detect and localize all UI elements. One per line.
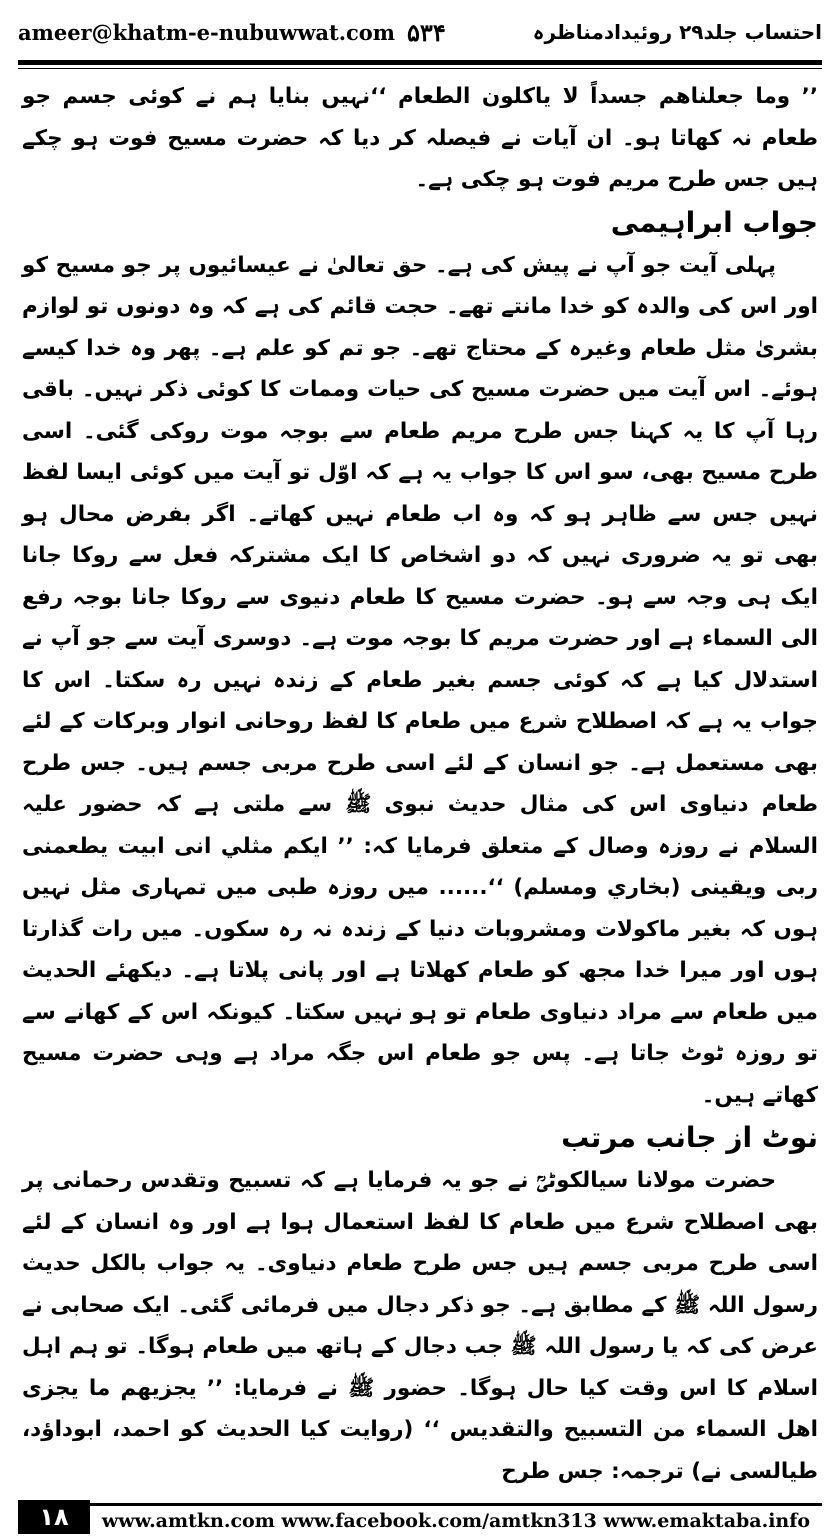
header-rule-thick (18, 60, 822, 65)
page-body (22, 76, 818, 1492)
paragraph-intro: ’’ وما جعلناهم جسداً لا ياكلون الطعام ‘‘نہیں بنایا ہم نے کوئی جسم جو طعام نہ کھاتا ہو۔ ان آیات نے فیصلہ کر دیا کہ حضرت مسیح فوت ہو چکے ہیں جس طرح مریم فوت ہو چکی ہے۔ (22, 84, 818, 192)
header-email[interactable]: ameer@khatm-e-nubuwwat.com (18, 19, 396, 45)
heading-note-from-editor: نوٹ از جانب مرتب (561, 1121, 818, 1154)
footer-urls[interactable]: www.amtkn.com www.facebook.com/amtkn313 www.emaktaba.info (101, 1509, 811, 1532)
heading-jawab-ibrahimi: جواب ابراہیمی (610, 205, 818, 239)
paragraph-note: حضرت مولانا سیالکوٹیؒ نے جو یہ فرمایا ہے کہ تسبیح وتقدس رحمانی پر بھی اصطلاح شرع میں طعام کا لفظ استعمال ہوا ہے اور وہ انسان کے لئے اسی طرح مربی جسم ہیں جس طرح طعام دنیاوی۔ یہ جواب بالکل حدیث رسول اللہ ﷺ کے مطابق ہے۔ جو ذکر دجال میں فرمائی گئی۔ ایک صحابی نے عرض کی کہ یا رسول اللہ ﷺ جب دجال کے ہاتھ میں طعام ہوگا۔ تو ہم اہل اسلام کا اس وقت کیا حال ہوگا۔ حضور ﷺ نے فرمایا: ’’ يجزيهم ما يجزى اهل السماء من التسبيح والتقديس ‘‘ (روایت کیا الحدیث کو احمد، ابوداؤد، طیالسی نے) ترجمہ: جس طرح (22, 1168, 818, 1484)
paragraph-answer: پہلی آیت جو آپ نے پیش کی ہے۔ حق تعالیٰ نے عیسائیوں پر جو مسیح کو اور اس کی والدہ کو خدا مانتے تھے۔ حجت قائم کی ہے کہ وہ دونوں تو لوازم بشریٰ مثل طعام وغیرہ کے محتاج تھے۔ جو تم کو علم ہے۔ پھر وہ خدا کیسے ہوئے۔ اس آیت میں حضرت مسیح کی حیات وممات کا کوئی ذکر نہیں۔ باقی رہا آپ کا یہ کہنا جس طرح مریم طعام سے بوجہ موت روکی گئی۔ اسی طرح مسیح بھی، سو اس کا جواب یہ ہے کہ اوّل تو آیت میں کوئی ایسا لفظ نہیں جس سے ظاہر ہو کہ وہ اب طعام نہیں کھاتے۔ اگر بفرض محال ہو بھی تو یہ ضروری نہیں کہ دو اشخاص کا ایک مشترکہ فعل سے روکا جانا ایک ہی وجہ سے ہو۔ حضرت مسیح کا طعام دنیوی سے روکا جانا بوجہ رفع الی السماء ہے اور حضرت مریم کا بوجہ موت ہے۔ دوسری آیت سے جو آپ نے استدلال کیا ہے کہ کوئی جسم بغیر طعام کے زندہ نہیں رہ سکتا۔ اس کا جواب یہ ہے کہ اصطلاح شرع میں طعام کا لفظ روحانی انوار وبرکات کے لئے بھی مستعمل ہے۔ جو انسان کے لئے اسی طرح مربی جسم ہیں۔ جس طرح طعام دنیاوی اس کی مثال حدیث نبوی ﷺ سے ملتی ہے کہ حضور علیہ السلام نے روزہ وصال کے متعلق فرمایا کہ: ’’ ایكم مثلي انى ابيت يطعمنى ربى ويقينى (بخاري ومسلم) ‘‘...... میں روزہ طبی میں تمہاری مثل نہیں ہوں کہ بغیر ماکولات ومشروبات دنیا کے زندہ نہ رہ سکوں۔ میں رات گذارتا ہوں اور میرا خدا مجھ کو طعام کھلاتا ہے اور پانی پلاتا ہے۔ دیکھئے الحدیث میں طعام سے مراد دنیاوی طعام تو ہو نہیں سکتا۔ کیونکہ اس کے کھانے سے تو روزہ ٹوٹ جاتا ہے۔ پس جو طعام اس جگہ مراد ہے وہی حضرت مسیح کھاتے ہیں۔ (22, 252, 818, 1108)
page-header (18, 10, 822, 54)
header-rule-thin (18, 68, 822, 69)
footer-bar (90, 1500, 822, 1534)
footer-page-number: ۱۸ (18, 1500, 90, 1534)
header-book-title: احتساب جلد۲۹ روئیدادمناظرہ (532, 20, 822, 44)
footer-rule (90, 1503, 822, 1506)
page-footer (18, 1500, 822, 1534)
header-left (18, 18, 446, 47)
header-page-number: ۵۳۴ (407, 17, 446, 47)
